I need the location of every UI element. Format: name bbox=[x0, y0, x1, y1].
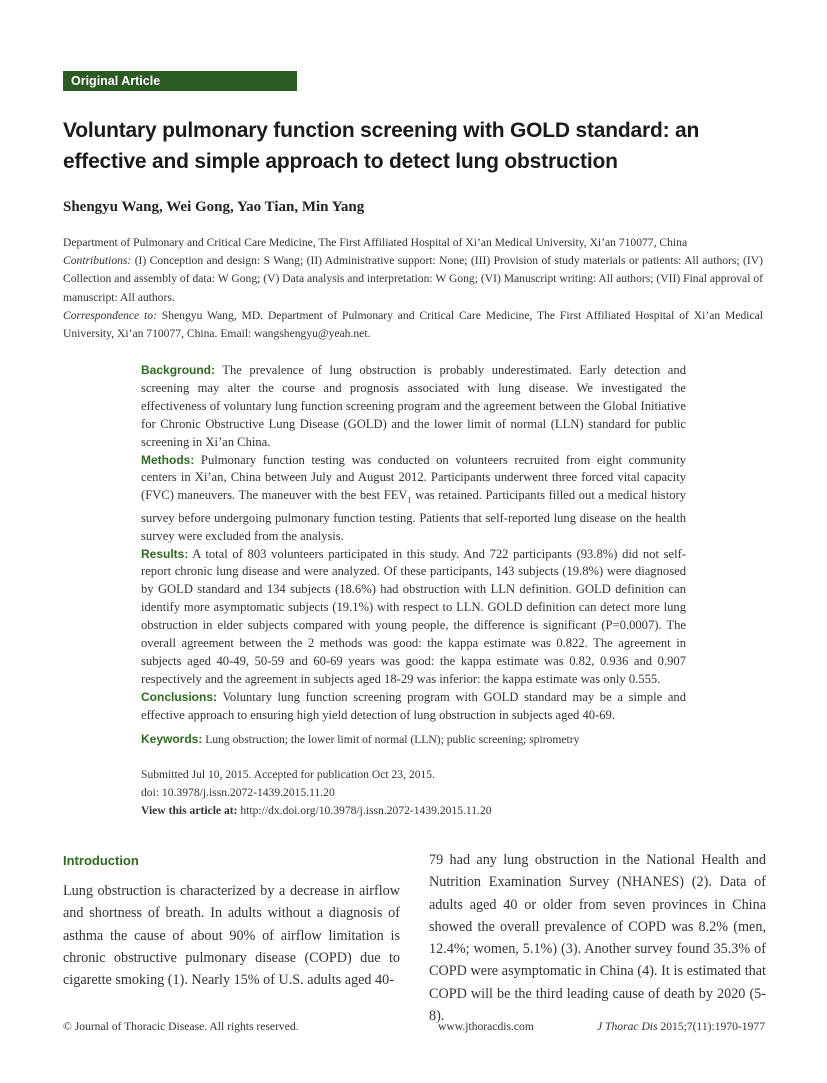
article-title: Voluntary pulmonary function screening with GOLD standard: an effective and simple approach to detect lung obstruction bbox=[63, 119, 700, 173]
conclusions-label: Conclusions: bbox=[141, 689, 218, 704]
contributions-text: (I) Conception and design: S Wang; (II) Administrative support: None; (III) Provision of study materials or patients: All authors; (IV) Collection and assembly of data: W Gong; (V) Data analysis and interpretation: W Gong; (VI) Manuscript writing: All authors; (VII) Final approval of manuscript: All authors. bbox=[63, 254, 763, 304]
abstract-keywords bbox=[141, 731, 686, 749]
methods-text-2: was retained. Participants filled out a medical history survey before undergoing pulmonary function testing. Patients that self-reported lung disease on the health survey were excluded from the analysis. bbox=[141, 488, 686, 543]
conclusions-text: Voluntary lung function screening program with GOLD standard may be a simple and effective approach to ensuring high yield detection of lung obstruction in subjects aged 40-69. bbox=[141, 689, 686, 722]
abstract-background bbox=[141, 362, 686, 452]
citation-text: 2015;7(11):1970-1977 bbox=[657, 1020, 765, 1033]
view-label: View this article at: bbox=[141, 804, 238, 817]
methods-text: Pulmonary function testing was conducted on volunteers recruited from eight community centers in Xi’an, China between July and August 2012. Participants underwent three forced vital capacity (FVC) maneuvers. The maneuver with the best FEV bbox=[141, 452, 686, 503]
view-url-link[interactable]: http://dx.doi.org/10.3978/j.issn.2072-1439.2015.11.20 bbox=[237, 804, 492, 817]
view-article bbox=[141, 802, 492, 820]
doi: doi: 10.3978/j.issn.2072-1439.2015.11.20 bbox=[141, 786, 335, 799]
affiliation: Department of Pulmonary and Critical Care Medicine, The First Affiliated Hospital of Xi’an Medical University, Xi’an 710077, China bbox=[63, 236, 688, 249]
methods-label: Methods: bbox=[141, 452, 195, 467]
introduction-column-1: Lung obstruction is characterized by a decrease in airflow and shortness of breath. In adults without a diagnosis of asthma the cause of about 90% of airflow limitation is chronic obstructive pulmonary disease (COPD) due to cigarette smoking (1). Nearly 15% of U.S. adults aged 40- bbox=[63, 883, 400, 989]
abstract-conclusions bbox=[141, 689, 686, 725]
footer-citation bbox=[597, 1020, 765, 1033]
footer-copyright: © Journal of Thoracic Disease. All rights reserved. bbox=[63, 1020, 299, 1033]
footer-website-link[interactable]: www.jthoracdis.com bbox=[438, 1020, 534, 1033]
introduction-column-2: 79 had any lung obstruction in the National Health and Nutrition Examination Survey (NHANES) (2). Data of adults aged 40 or older from seven provinces in China showed the overall prevalence of COPD was 8.2% (men, 12.4%; women, 5.1%) (3). Another survey found 35.3% of COPD were asymptomatic in China (4). It is estimated that COPD will be the third leading cause of death by 2020 (5-8). bbox=[429, 852, 766, 1025]
affiliation-block bbox=[63, 234, 763, 343]
contributions-label: Contributions: bbox=[63, 254, 132, 268]
background-label: Background: bbox=[141, 363, 216, 377]
author-list: Shengyu Wang, Wei Gong, Yao Tian, Min Yang bbox=[63, 199, 365, 215]
introduction-heading: Introduction bbox=[63, 853, 139, 868]
fev-subscript: 1 bbox=[407, 495, 412, 505]
submission-dates: Submitted Jul 10, 2015. Accepted for publication Oct 23, 2015. bbox=[141, 768, 435, 781]
results-label: Results: bbox=[141, 546, 189, 561]
results-text: A total of 803 volunteers participated in this study. And 722 participants (93.8%) did not self-report chronic lung disease and were analyzed. Of these participants, 143 subjects (19.8%) were diagnosed by GOLD standard and 134 subjects (18.6%) had obstruction with LLN definition. GOLD definition can identify more asymptomatic subjects (19.1%) with respect to LLN. GOLD definition can detect more lung obstruction in elder subjects compared with young people, the difference is significant (P=0.0007). The overall agreement between the 2 methods was good: the kappa estimate was 0.822. The agreement in subjects aged 40-49, 50-59 and 60-69 years was good: the kappa estimate was 0.82, 0.936 and 0.907 respectively and the agreement in subjects aged 18-29 was inferior: the kappa estimate was only 0.555. bbox=[141, 546, 686, 686]
abstract-methods bbox=[141, 452, 686, 546]
abstract bbox=[141, 362, 686, 749]
correspondence-label: Correspondence to: bbox=[63, 308, 157, 322]
abstract-results bbox=[141, 546, 686, 689]
keywords-label: Keywords: bbox=[141, 731, 203, 746]
correspondence bbox=[63, 307, 763, 343]
article-type-banner: Original Article bbox=[63, 71, 297, 91]
background-text: The prevalence of lung obstruction is probably underestimated. Early detection and screening may alter the course and prognosis associated with lung disease. We investigated the effectiveness of voluntary lung function screening program and the agreement between the Global Initiative for Chronic Obstructive Lung Disease (GOLD) and the lower limit of normal (LLN) standard for public screening in Xi’an China. bbox=[141, 363, 686, 449]
correspondence-text: Shengyu Wang, MD. Department of Pulmonary and Critical Care Medicine, The First Affiliated Hospital of Xi’an Medical University, Xi’an 710077, China. Email: wangshengyu@yeah.net. bbox=[63, 308, 763, 341]
keywords-text: Lung obstruction; the lower limit of normal (LLN); public screening; spirometry bbox=[202, 732, 580, 746]
contributions bbox=[63, 252, 763, 307]
journal-abbrev: J Thorac Dis bbox=[597, 1020, 658, 1033]
submission-info bbox=[141, 766, 492, 820]
